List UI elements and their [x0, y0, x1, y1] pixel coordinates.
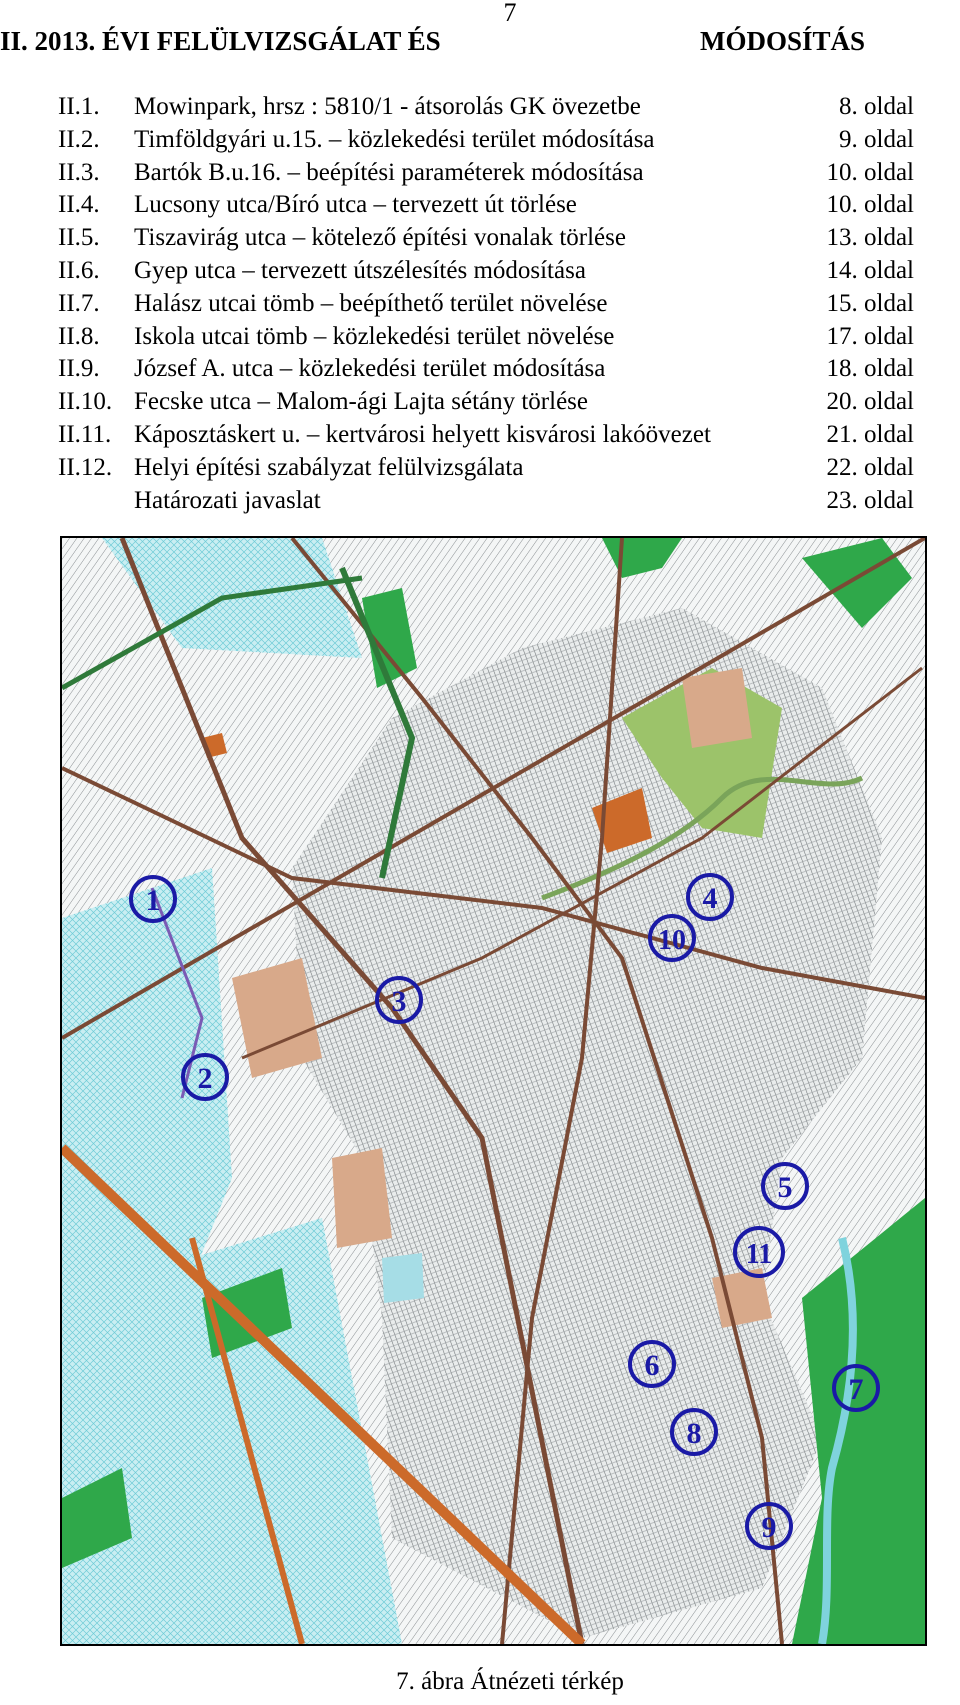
toc-row: [0, 288, 960, 321]
toc-page: 18. oldal: [826, 355, 914, 383]
toc-page: 22. oldal: [826, 453, 914, 481]
toc-title: Halász utcai tömb – beépíthető terület növelése: [134, 289, 608, 317]
lake: [382, 1253, 424, 1303]
map-marker-label: 2: [197, 1062, 213, 1095]
toc-row: [0, 91, 960, 124]
toc-page: 20. oldal: [826, 388, 914, 416]
toc-row: [0, 386, 960, 419]
toc-number: II.12.: [58, 453, 113, 481]
toc-number: II.8.: [58, 322, 100, 350]
toc-number: II.10.: [58, 388, 113, 416]
toc-page: 15. oldal: [826, 289, 914, 317]
toc-number: II.7.: [58, 289, 100, 317]
toc-row: [0, 419, 960, 452]
toc-title: Gyep utca – tervezett útszélesítés módosítása: [134, 256, 586, 284]
toc-row: [0, 157, 960, 190]
toc-page: 10. oldal: [826, 191, 914, 219]
toc-page: 9. oldal: [839, 125, 914, 153]
table-of-contents: [0, 91, 960, 517]
toc-number: II.9.: [58, 355, 100, 383]
toc-title: Timföldgyári u.15. – közlekedési terület módosítása: [134, 125, 655, 153]
toc-title: Helyi építési szabályzat felülvizsgálata: [134, 453, 524, 481]
toc-title: Bartók B.u.16. – beépítési paraméterek módosítása: [134, 158, 644, 186]
section-heading-title-end: MÓDOSÍTÁS: [700, 26, 866, 56]
overview-map: [60, 536, 927, 1646]
toc-page: 21. oldal: [826, 420, 914, 448]
toc-number: II.1.: [58, 93, 100, 120]
toc-row: [0, 485, 960, 518]
industrial-zone: [332, 1148, 392, 1248]
toc-page: 14. oldal: [826, 256, 914, 284]
toc-row: [0, 222, 960, 255]
toc-row: [0, 124, 960, 157]
map-marker-label: 5: [777, 1171, 793, 1204]
toc-page: 23. oldal: [826, 486, 914, 514]
toc-row: [0, 353, 960, 386]
toc-title: Mowinpark, hrsz : 5810/1 - átsorolás GK övezetbe: [134, 93, 641, 120]
section-heading-title: II. 2013. ÉVI FELÜLVIZSGÁLAT ÉS: [0, 26, 441, 56]
toc-number: II.3.: [58, 158, 100, 186]
map-marker-label: 6: [644, 1349, 660, 1382]
toc-title: Tiszavirág utca – kötelező építési vonalak törlése: [134, 224, 626, 252]
toc-title: Fecske utca – Malom-ági Lajta sétány törlése: [134, 388, 589, 416]
toc-number: II.11.: [58, 420, 112, 448]
toc-page: 8. oldal: [839, 93, 914, 120]
map-marker-label: 11: [745, 1239, 773, 1270]
toc-title: Iskola utcai tömb – közlekedési terület növelése: [134, 322, 615, 350]
toc-number: II.4.: [58, 191, 100, 219]
toc-row: [0, 189, 960, 222]
toc-row: [0, 452, 960, 485]
figure-caption: 7. ábra Átnézeti térkép: [396, 1668, 624, 1695]
toc-title: József A. utca – közlekedési terület módosítása: [134, 355, 606, 383]
map-marker-label: 4: [702, 882, 718, 915]
toc-title: Lucsony utca/Bíró utca – tervezett út törlése: [134, 191, 577, 219]
map-marker-label: 1: [145, 884, 161, 917]
toc-page: 17. oldal: [826, 322, 914, 350]
map-marker-label: 8: [686, 1417, 702, 1450]
toc-row: [0, 321, 960, 354]
map-marker-label: 10: [658, 925, 686, 956]
map-canvas: [62, 538, 925, 1644]
map-marker-label: 7: [848, 1373, 864, 1406]
map-marker-label: 3: [391, 985, 407, 1018]
toc-number: II.6.: [58, 256, 100, 284]
section-heading: [0, 26, 960, 60]
toc-title: Határozati javaslat: [134, 486, 321, 514]
toc-title: Káposztáskert u. – kertvárosi helyett kisvárosi lakóövezet: [134, 420, 711, 448]
page-number: 7: [503, 0, 517, 27]
commercial-zone: [682, 668, 752, 748]
toc-row: [0, 255, 960, 288]
toc-page: 10. oldal: [826, 158, 914, 186]
toc-number: II.5.: [58, 224, 100, 252]
toc-page: 13. oldal: [826, 224, 914, 252]
toc-number: II.2.: [58, 125, 100, 153]
map-marker-label: 9: [761, 1511, 777, 1544]
